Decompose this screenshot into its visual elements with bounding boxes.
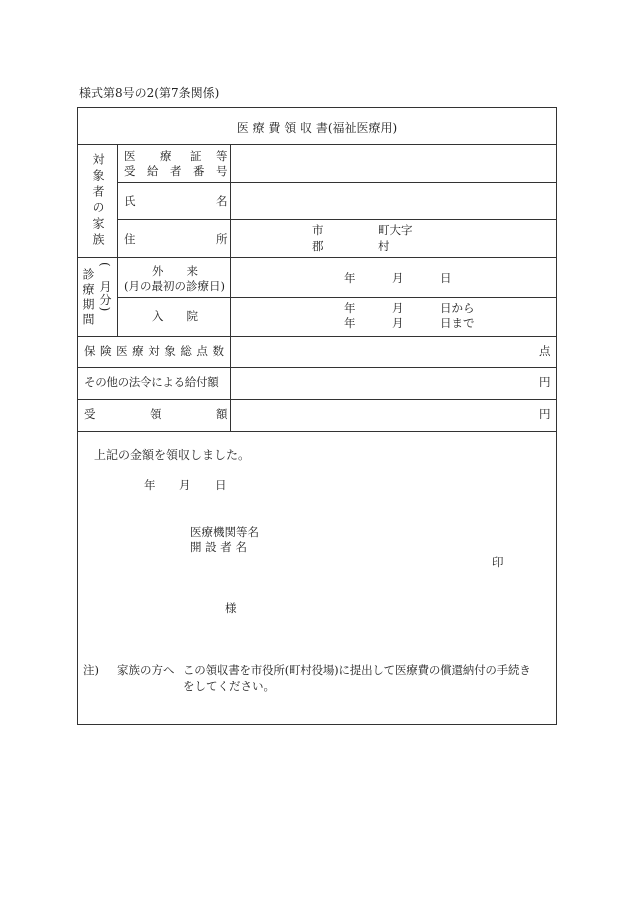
inpatient-to-month: 月 (392, 316, 404, 330)
address-town: 町大字 (378, 223, 413, 237)
receipt-date-year: 年 (144, 478, 156, 492)
form-title: 医 療 費 領 収 書(福祉医療用) (236, 121, 398, 135)
inpatient-to-day: 日まで (440, 316, 475, 330)
inpatient-from-day: 日から (440, 301, 475, 315)
recipient-group-label: 対象者の家族 (91, 153, 105, 249)
founder-name-label: 開 設 者 名 (190, 540, 247, 554)
received-amount-label-a: 受 (84, 407, 96, 421)
name-label-b: 名 (216, 194, 228, 208)
note-line2: をしてください。 (183, 679, 275, 693)
inpatient-to-year: 年 (344, 316, 356, 330)
period-month-label: ( 月分) (98, 262, 112, 313)
received-amount-unit: 円 (539, 407, 551, 421)
address-city: 市 (312, 223, 324, 237)
inpatient-label: 入 院 (152, 309, 198, 323)
receipt-date-month: 月 (179, 478, 191, 492)
outpatient-sublabel: (月の最初の診療日) (124, 279, 225, 293)
address-village: 村 (378, 239, 390, 253)
address-label-b: 所 (216, 232, 228, 246)
honorific-sama: 様 (225, 601, 237, 615)
note-line1: この領収書を市役所(町村役場)に提出して医療費の償還納付の手続き (183, 663, 531, 677)
note-target: 家族の方へ (117, 663, 175, 677)
note-prefix: 注) (83, 663, 99, 677)
seal-mark: 印 (492, 555, 504, 569)
form-number-label: 様式第8号の2(第7条関係) (79, 86, 220, 100)
institution-name-label: 医療機関等名 (190, 525, 259, 539)
inpatient-from-year: 年 (344, 301, 356, 315)
inpatient-from-month: 月 (392, 301, 404, 315)
total-points-label: 保険医療対象総点数 (84, 344, 224, 358)
outpatient-year: 年 (344, 271, 356, 285)
total-points-unit: 点 (539, 344, 551, 358)
received-amount-label-b: 領 (150, 407, 162, 421)
outpatient-label: 外 来 (152, 264, 198, 278)
received-amount-label-c: 額 (216, 407, 228, 421)
outpatient-month: 月 (392, 271, 404, 285)
period-group-label: 診療期間 (81, 268, 95, 328)
other-law-benefit-label: その他の法令による給付額 (84, 375, 219, 389)
received-statement: 上記の金額を領収しました。 (94, 448, 251, 462)
address-gun: 郡 (312, 239, 324, 253)
outpatient-day: 日 (440, 271, 452, 285)
receipt-date-day: 日 (215, 478, 227, 492)
other-law-benefit-unit: 円 (539, 375, 551, 389)
name-label-a: 氏 (124, 194, 136, 208)
address-label-a: 住 (124, 232, 136, 246)
